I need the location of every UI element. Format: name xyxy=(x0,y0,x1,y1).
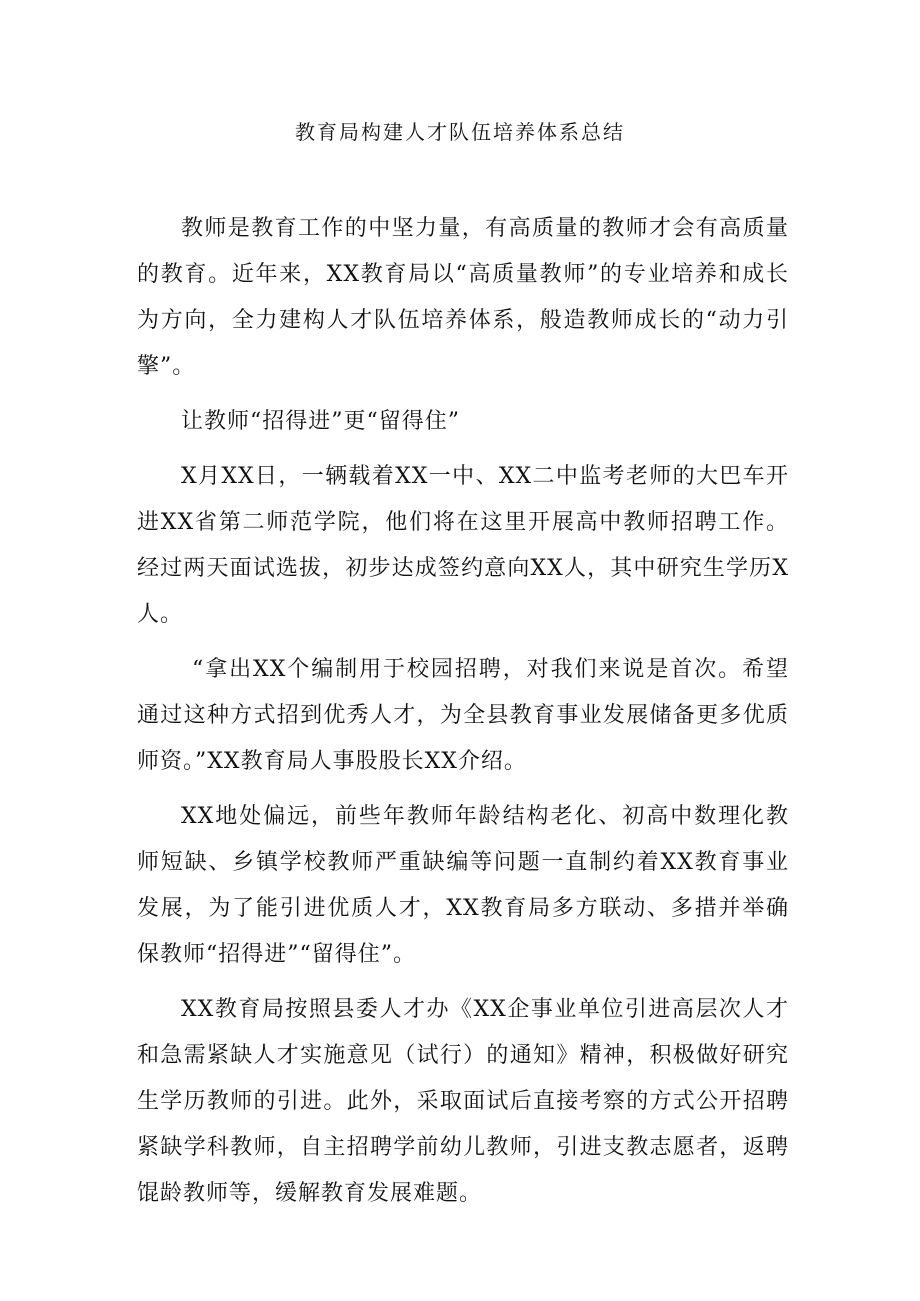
paragraph-quote: “拿出XX个编制用于校园招聘，对我们来说是首次。希望通过这种方式招到优秀人才，为全县教育事业发展储备更多优质师资。”XX教育局人事股股长XX介绍。 xyxy=(137,657,789,774)
paragraph-intro: 教师是教育工作的中坚力量，有高质量的教师才会有高质量的教育。近年来，XX教育局以“高质量教师”的专业培养和成长为方向，全力建构人才队伍培养体系，般造教师成长的“动力引擎”。 xyxy=(137,216,789,379)
section-heading: 让教师“招得进”更“留得住” xyxy=(181,409,460,434)
paragraph-measures: XX教育局按照县委人才办《XX企事业单位引进高层次人才和急需紧缺人才实施意见（试行）的通知》精神，积极做好研究生学历教师的引进。此外，采取面试后直接考察的方式公开招聘紧缺学科教师，自主招聘学前幼儿教师，引进支教志愿者，返聘馄龄教师等，缓解教育发展难题。 xyxy=(137,997,789,1206)
document-body xyxy=(137,206,789,1226)
paragraph-background: XX地处偏远，前些年教师年龄结构老化、初高中数理化教师短缺、乡镇学校教师严重缺编等问题一直制约着XX教育事业发展，为了能引进优质人才，XX教育局多方联动、多措并举确保教师“招得进”“留得住”。 xyxy=(137,804,789,967)
document-title: 教育局构建人才队伍培养体系总结 xyxy=(295,120,625,144)
paragraph-recruitment: X月XX日，一辆载着XX一中、XX二中监考老师的大巴车开进XX省第二师范学院，他们将在这里开展高中教师招聘工作。经过两天面试选拔，初步达成签约意向XX人，其中研究生学历X人。 xyxy=(137,464,789,627)
